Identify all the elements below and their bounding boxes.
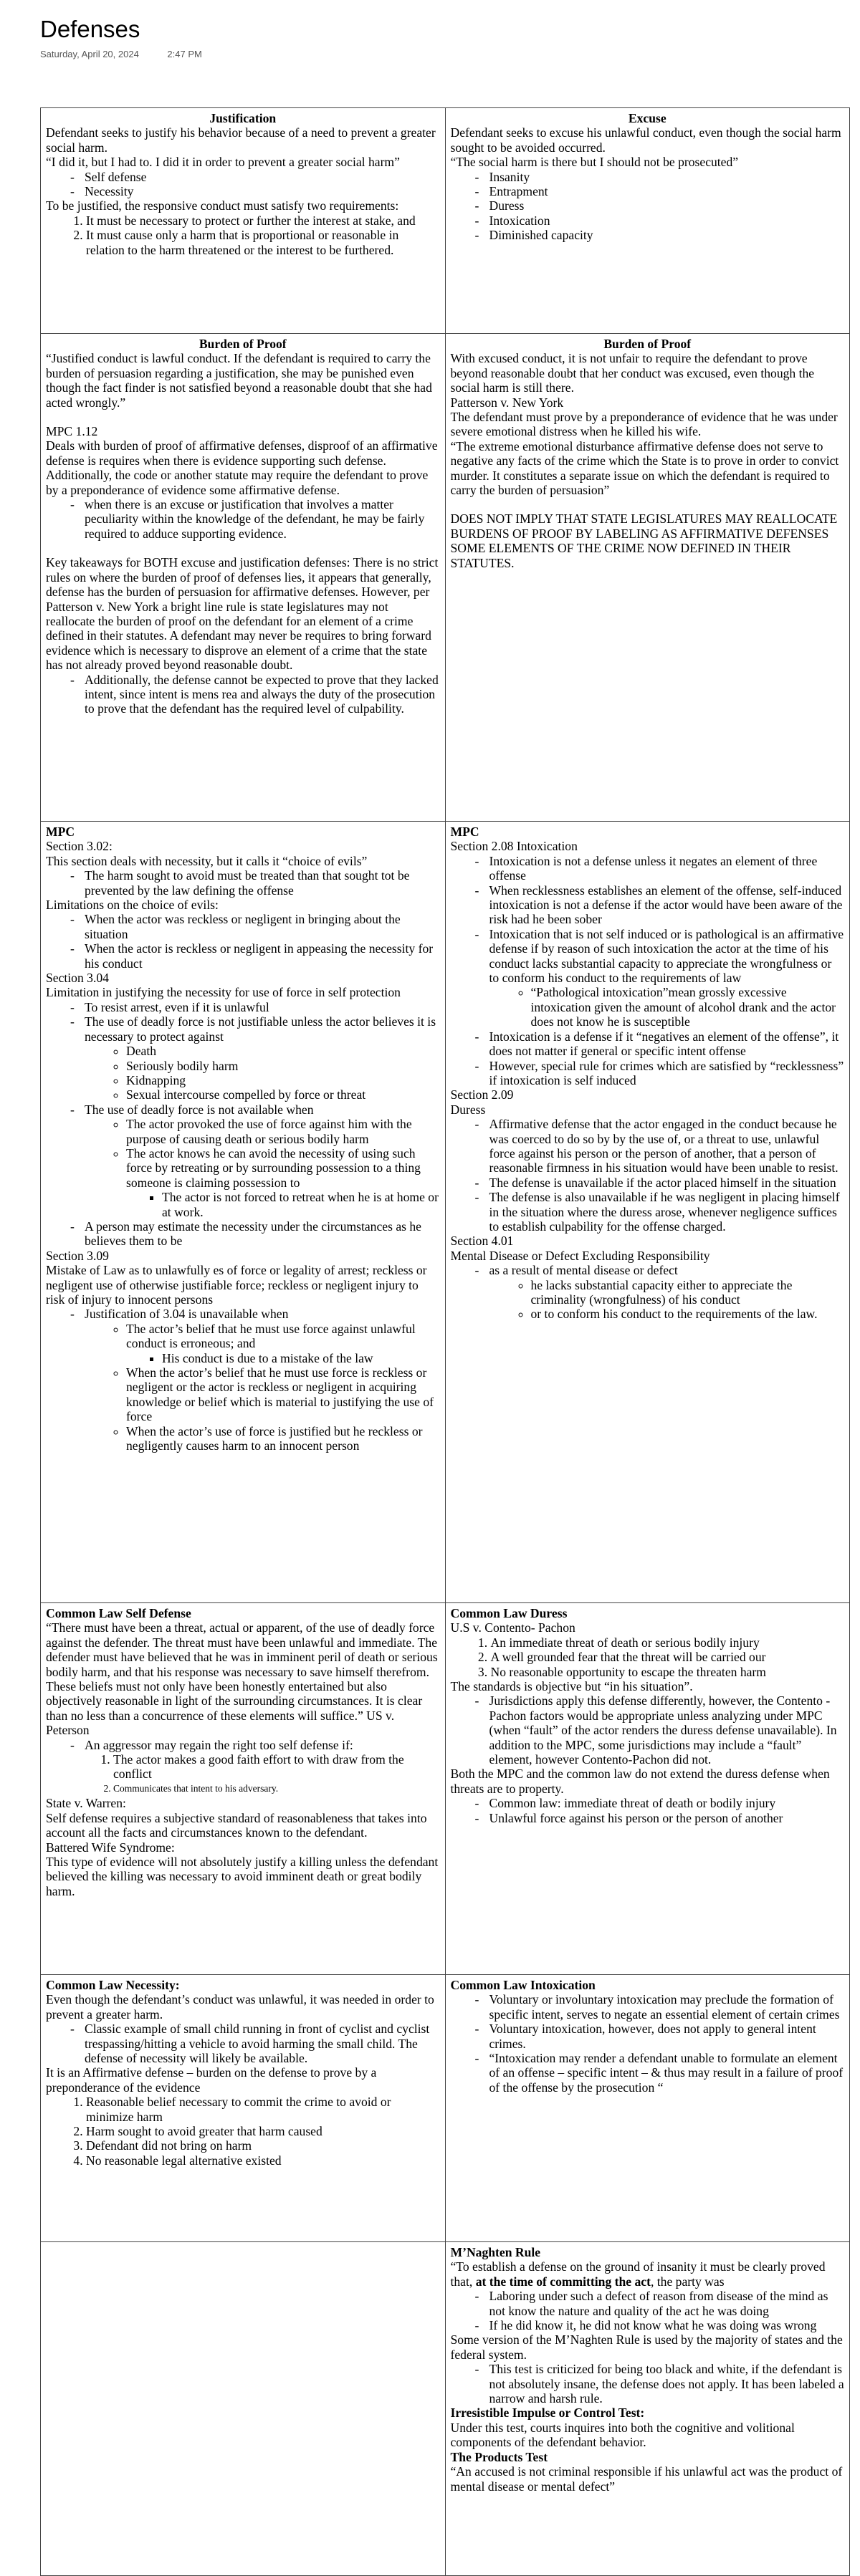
case-name: State v. Warren: (46, 1796, 126, 1811)
list-item: 1. The actor makes a good faith effort to with draw from the conflict (113, 1752, 440, 1782)
case-name: Patterson v. New York (450, 395, 564, 410)
text: The defendant must prove by a preponderance of evidence that he was under severe emotional distress when he killed his wife. (450, 410, 838, 439)
text (451, 2259, 845, 2289)
table-row (41, 2242, 850, 2576)
text: This section deals with necessity, but it calls it “choice of evils” (46, 853, 368, 868)
list-item: ◦ When the actor’s belief that he must use force is reckless or negligent or the actor is reckless or negligent in acquiring knowledge or belief which is material to justifying the use of force (126, 1365, 440, 1424)
list-item: - Affirmative defense that the actor engaged in the conduct because he was coerced to do so by by the use of, or a threat to use, unlawful force against his person or the person of another, that a person of reasonable firmness in his situation would have been unable to resist. (475, 1117, 845, 1176)
section-heading: M’Naghten Rule (450, 2245, 541, 2259)
list-item: - Intoxication is a defense if it “negatives an element of the offense”, it does not matter if general or specific intent offense (475, 1029, 845, 1059)
empty-cell[interactable] (41, 2242, 446, 2576)
section-label: Section 2.09 (450, 1087, 514, 1102)
text: Defendant seeks to excuse his unlawful conduct, even though the social harm sought to be avoided occurred. (450, 125, 841, 155)
list-item: 2. A well grounded fear that the threat will be carried our (491, 1650, 845, 1664)
list (46, 213, 440, 257)
common-law-duress-cell[interactable] (445, 1603, 850, 1975)
list (451, 854, 845, 1088)
text: This type of evidence will not absolutely justify a killing unless the defendant believed the killing was necessary to avoid imminent death or great bodily harm. (46, 1854, 439, 1898)
section-label: Section 3.09 (46, 1248, 109, 1263)
burden-of-proof-heading: Burden of Proof (603, 337, 692, 351)
list-item-text: The actor’s belief that he must use force against unlawful conduct is erroneous; and (126, 1321, 416, 1351)
list-item: 3. No reasonable opportunity to escape the threaten harm (491, 1665, 845, 1679)
text: The standards is objective but “in his situation”. (450, 1679, 693, 1694)
list-item: - Insanity (475, 170, 845, 184)
text: Deals with burden of proof of affirmative defenses, disproof of an affirmative defense is requires when there is evidence supporting such defense. Additionally, the code or another statute may require the defendant to prove by a preponderance of evidence some affirmative defense. (46, 438, 438, 497)
list-item: ▪ His conduct is due to a mistake of the law (162, 1351, 440, 1365)
text: Battered Wife Syndrome: (46, 1840, 175, 1855)
section-heading: Common Law Intoxication (450, 1978, 596, 1992)
text: Limitation in justifying the necessity for use of force in self protection (46, 985, 401, 1000)
list-item: - However, special rule for crimes which are satisfied by “recklessness” if intoxication is self induced (475, 1059, 845, 1088)
list-item: - When the actor was reckless or negligent in bringing about the situation (70, 912, 440, 941)
list-item: - Diminished capacity (475, 228, 845, 242)
list-item: ◦ The actor provoked the use of force against him with the purpose of causing death or serious bodily harm (126, 1117, 440, 1146)
page-header (40, 16, 228, 59)
list-item-text: as a result of mental disease or defect (489, 1263, 678, 1278)
list (46, 1000, 440, 1249)
list-item: 2. Communicates that intent to his adversary. (113, 1782, 440, 1796)
list-item: - To resist arrest, even if it is unlawful (70, 1000, 440, 1014)
text: “Justified conduct is lawful conduct. If the defendant is required to carry the burden of persuasion regarding a justification, she may be punished even though the fact finder is not satisfied beyond a reasonable doubt that she had acted wrongly.” (46, 351, 432, 410)
list-item-text: The actor knows he can avoid the necessity of using such force by retreating or by surrounding possession to a thing someone is claiming possession to (126, 1145, 421, 1190)
burden-of-proof-left-cell[interactable] (41, 334, 446, 822)
list-item (70, 1102, 440, 1219)
text: Self defense requires a subjective standard of reasonableness that takes into account all the facts and circumstances known to the defendant. (46, 1810, 427, 1840)
list-item: - Jurisdictions apply this defense differently, however, the Contento -Pachon factors would be appropriate unless analyzing under MPC (when “fault” of the actor renders the duress defense unavailable). In addition to the MPC, some jurisdictions may include a “fault” element, however Contento-Pachon did not. (475, 1693, 845, 1767)
list (451, 2289, 845, 2332)
list-item-text: The use of deadly force is not available when (85, 1102, 314, 1117)
emphasis: at the time of committing the act (475, 2274, 651, 2289)
mpc-heading: MPC (450, 825, 479, 839)
list-item-text: The use of deadly force is not justifiable unless the actor believes it is necessary to protect against (85, 1014, 436, 1044)
list-item: - Unlawful force against his person or the person of another (475, 1811, 845, 1825)
table-row (41, 108, 850, 334)
text: MPC 1.12 (46, 424, 98, 439)
excuse-cell[interactable] (445, 108, 850, 334)
list (451, 170, 845, 243)
list (46, 868, 440, 898)
list-item: ◦ When the actor’s use of force is justified but he reckless or negligently causes harm to an innocent person (126, 1424, 440, 1453)
list-item (70, 1014, 440, 1102)
text: To be justified, the responsive conduct must satisfy two requirements: (46, 198, 399, 213)
text: DOES NOT IMPLY THAT STATE LEGISLATURES MAY REALLOCATE BURDENS OF PROOF BY LABELING AS AFFIRMATIVE DEFENSES SOME ELEMENTS OF THE CRIME NOW DEFINED IN THEIR STATUTES. (450, 511, 838, 570)
table-row (41, 1603, 850, 1975)
list-item: - Voluntary or involuntary intoxication may preclude the formation of specific intent, serves to negate an essential element of certain crimes (475, 1992, 845, 2022)
list (451, 1635, 845, 1679)
list-item: - Laboring under such a defect of reason from disease of the mind as not know the nature and quality of the act he was doing (475, 2289, 845, 2318)
section-label: Section 2.08 Intoxication (450, 839, 578, 854)
list-item: ◦ Kidnapping (126, 1073, 440, 1087)
list-item: - Duress (475, 198, 845, 213)
list-item: - Intoxication is not a defense unless it negates an element of three offense (475, 854, 845, 883)
page-date: Saturday, April 20, 2024 (40, 49, 139, 59)
list-item-text: Intoxication that is not self induced or is pathological is an affirmative defense if by reason of such intoxication the actor at the time of his conduct lacks substantial capacity to appreciate the wrongfulness or to conform his conduct to the requirements of law (489, 926, 844, 986)
list-item: - When recklessness establishes an element of the offense, self-induced intoxication is not a defense if the actor would have been aware of the risk had he been sober (475, 883, 845, 927)
common-law-necessity-cell[interactable] (41, 1975, 446, 2242)
sub-list (85, 1044, 440, 1102)
mpc-heading: MPC (46, 825, 75, 839)
list-item: - Additionally, the defense cannot be expected to prove that they lacked intent, since intent is mens rea and always the duty of the prosecution to prove that the defendant has the required level of culpability. (70, 673, 440, 716)
table-row (41, 334, 850, 822)
text: Some version of the M’Naghten Rule is used by the majority of states and the federal system. (450, 2332, 843, 2362)
text: It is an Affirmative defense – burden on the defense to prove by a preponderance of the evidence (46, 2065, 377, 2095)
list-item: 1. An immediate threat of death or serious bodily injury (491, 1635, 845, 1650)
sub-list (85, 1322, 440, 1453)
table-row (41, 1975, 850, 2242)
list-item: ◦ Death (126, 1044, 440, 1058)
text: Key takeaways for BOTH excuse and justification defenses: There is no strict rules on where the burden of proof of defenses lies, it appears that generally, defense has the burden of persuasion for affirmative defenses. However, per Patterson v. New York a bright line rule is state legislatures may not reallocate the burden of proof on the defendant for an element of a crime defined in their statutes. A defendant may never be requires to bring forward evidence which is necessary to disprove an element of a crime that the state has not already proved beyond reasonable doubt. (46, 555, 439, 673)
list (451, 2362, 845, 2406)
case-name: U.S v. Contento- Pachon (450, 1620, 575, 1635)
sub-list (85, 1752, 440, 1796)
sub-list (489, 985, 845, 1029)
text: Limitations on the choice of evils: (46, 898, 219, 913)
text: Under this test, courts inquires into both the cognitive and volitional components of the defendant behavior. (450, 2420, 795, 2450)
list-item: - Intoxication (475, 213, 845, 228)
mpc-right-cell[interactable] (445, 822, 850, 1603)
section-label: Section 4.01 (450, 1234, 514, 1249)
sub-heading: The Products Test (450, 2449, 548, 2464)
list-item: - A person may estimate the necessity under the circumstances as he believes them to be (70, 1219, 440, 1249)
list (451, 1796, 845, 1825)
list-item: 2. Harm sought to avoid greater that harm caused (86, 2124, 440, 2138)
list (46, 2022, 440, 2065)
text: Both the MPC and the common law do not extend the duress defense when threats are to property. (450, 1767, 830, 1796)
text: These beliefs must not only have been honestly entertained but also objectively reasonable in light of the surrounding circumstances. It is clear than no less than a concurrence of these elements will suffice.” US v. Peterson (46, 1679, 423, 1738)
common-law-self-defense-cell[interactable] (41, 1603, 446, 1975)
list-item (70, 1738, 440, 1797)
sub-list (85, 1117, 440, 1219)
text: “The extreme emotional disturbance affirmative defense does not serve to negative any facts of the crime which the State is to prove in order to convict murder. It constitutes a separate issue on which the defendant is required to carry the burden of persuasion” (450, 438, 839, 498)
text: “I did it, but I had to. I did it in order to prevent a greater social harm” (46, 155, 400, 170)
list (46, 673, 440, 716)
table-row (41, 822, 850, 1603)
list-item-text: Justification of 3.04 is unavailable when (85, 1307, 289, 1322)
list (451, 1693, 845, 1767)
page-time: 2:47 PM (167, 49, 202, 59)
list-item: ◦ Seriously bodily harm (126, 1059, 440, 1073)
list-item: 2. It must cause only a harm that is proportional or reasonable in relation to the harm threatened or the interest to be furthered. (86, 228, 440, 257)
list-item: - When the actor is reckless or negligent in appeasing the necessity for his conduct (70, 941, 440, 971)
list (46, 1738, 440, 1797)
list-item: - The defense is also unavailable if he was negligent in placing himself in the situation where the duress arose, whenever negligence suffices to establish culpability for the offense charged. (475, 1190, 845, 1234)
list (451, 1992, 845, 2095)
section-heading: Common Law Duress (450, 1606, 568, 1620)
list-item-text: An aggressor may regain the right too self defense if: (85, 1737, 353, 1752)
list-item: - This test is criticized for being too black and white, if the defendant is not absolutely insane, the defense does not apply. It has been labeled a narrow and harsh rule. (475, 2362, 845, 2406)
justification-cell[interactable] (41, 108, 446, 334)
list-item: - Entrapment (475, 184, 845, 198)
text: Mental Disease or Defect Excluding Responsibility (450, 1248, 710, 1263)
list-item: ◦ Sexual intercourse compelled by force or threat (126, 1087, 440, 1102)
list-item: 4. No reasonable legal alternative existed (86, 2153, 440, 2168)
section-label: Section 3.04 (46, 971, 109, 986)
mpc-left-cell[interactable] (41, 822, 446, 1603)
list-item (126, 1322, 440, 1365)
list (46, 497, 440, 541)
list (46, 170, 440, 199)
list (46, 912, 440, 971)
list-item: - Necessity (70, 184, 440, 198)
text-part: “To establish a defense on the ground of insanity it must be clearly proved that, (450, 2259, 826, 2289)
burden-of-proof-heading: Burden of Proof (199, 337, 287, 351)
section-label: Section 3.02: (46, 839, 113, 854)
text: Duress (450, 1102, 486, 1117)
list-item: ◦ “Pathological intoxication”mean grossly excessive intoxication given the amount of alcohol drank and the actor does not know he is susceptible (531, 985, 845, 1029)
sub-list (126, 1190, 440, 1219)
list-item (70, 1307, 440, 1453)
list-item: - Classic example of small child running in front of cyclist and cyclist trespassing/hitting a vehicle to avoid harming the small child. The defense of necessity will likely be available. (70, 2022, 440, 2065)
list-item: 1. It must be necessary to protect or further the interest at stake, and (86, 213, 440, 228)
list-item (126, 1146, 440, 1219)
list (46, 1307, 440, 1453)
list (46, 2095, 440, 2168)
sub-list (126, 1351, 440, 1365)
burden-of-proof-right-cell[interactable] (445, 334, 850, 822)
list-item: - Common law: immediate threat of death or bodily injury (475, 1796, 845, 1810)
text: Even though the defendant’s conduct was unlawful, it was needed in order to prevent a greater harm. (46, 1992, 434, 2022)
list-item: 3. Defendant did not bring on harm (86, 2138, 440, 2153)
list-item: ◦ he lacks substantial capacity either to appreciate the criminality (wrongfulness) of his conduct (531, 1278, 845, 1307)
list-item: - Voluntary intoxication, however, does not apply to general intent crimes. (475, 2022, 845, 2051)
list-item: - If he did know it, he did not know what he was doing was wrong (475, 2318, 845, 2332)
list-item: 1. Reasonable belief necessary to commit the crime to avoid or minimize harm (86, 2095, 440, 2124)
justification-heading: Justification (209, 111, 277, 125)
text: Defendant seeks to justify his behavior because of a need to prevent a greater social harm. (46, 125, 436, 155)
section-heading: Common Law Self Defense (46, 1606, 191, 1620)
list-item: - when there is an excuse or justification that involves a matter peculiarity within the knowledge of the defendant, he may be fairly required to adduce supporting evidence. (70, 497, 440, 541)
list-item (475, 1263, 845, 1322)
list-item: ▪ The actor is not forced to retreat when he is at home or at work. (162, 1190, 440, 1219)
excuse-heading: Excuse (628, 111, 666, 125)
list-item: - Self defense (70, 170, 440, 184)
list (451, 1263, 845, 1322)
list (451, 1117, 845, 1234)
list-item: - The harm sought to avoid must be treated than that sought tot be prevented by the law defining the offense (70, 868, 440, 898)
section-heading: Common Law Necessity: (46, 1978, 180, 1992)
page-meta (40, 49, 228, 59)
notes-table (40, 107, 850, 2576)
text: “The social harm is there but I should not be prosecuted” (450, 155, 739, 170)
mnaghten-rule-cell[interactable] (445, 2242, 850, 2576)
list-item: - The defense is unavailable if the actor placed himself in the situation (475, 1176, 845, 1190)
text-part: , the party was (650, 2274, 725, 2289)
page-title: Defenses (40, 16, 140, 42)
list-item (475, 927, 845, 1029)
list-item: ◦ or to conform his conduct to the requirements of the law. (531, 1307, 845, 1321)
text: “An accused is not criminal responsible if his unlawful act was the product of mental disease or mental defect” (450, 2464, 843, 2494)
text: With excused conduct, it is not unfair to require the defendant to prove beyond reasonable doubt that her conduct was excused, even though the social harm is still there. (450, 351, 815, 395)
text: Mistake of Law as to unlawfully es of force or legality of arrest; reckless or negligent use of otherwise justifiable force; reckless or negligent injury to risk of injury to innocent persons (46, 1263, 427, 1307)
list-item: - “Intoxication may render a defendant unable to formulate an element of an offense – specific intent – & thus may result in a failure of proof of the offense by the prosecution “ (475, 2051, 845, 2095)
sub-list (489, 1278, 845, 1322)
sub-heading: Irresistible Impulse or Control Test: (450, 2406, 645, 2421)
text: “There must have been a threat, actual or apparent, of the use of deadly force against the defender. The threat must have been unlawful and immediate. The defender must have believed that he was in imminent peril of death or serious bodily harm, and that his response was necessary to save himself therefrom. (46, 1620, 438, 1679)
common-law-intoxication-cell[interactable] (445, 1975, 850, 2242)
